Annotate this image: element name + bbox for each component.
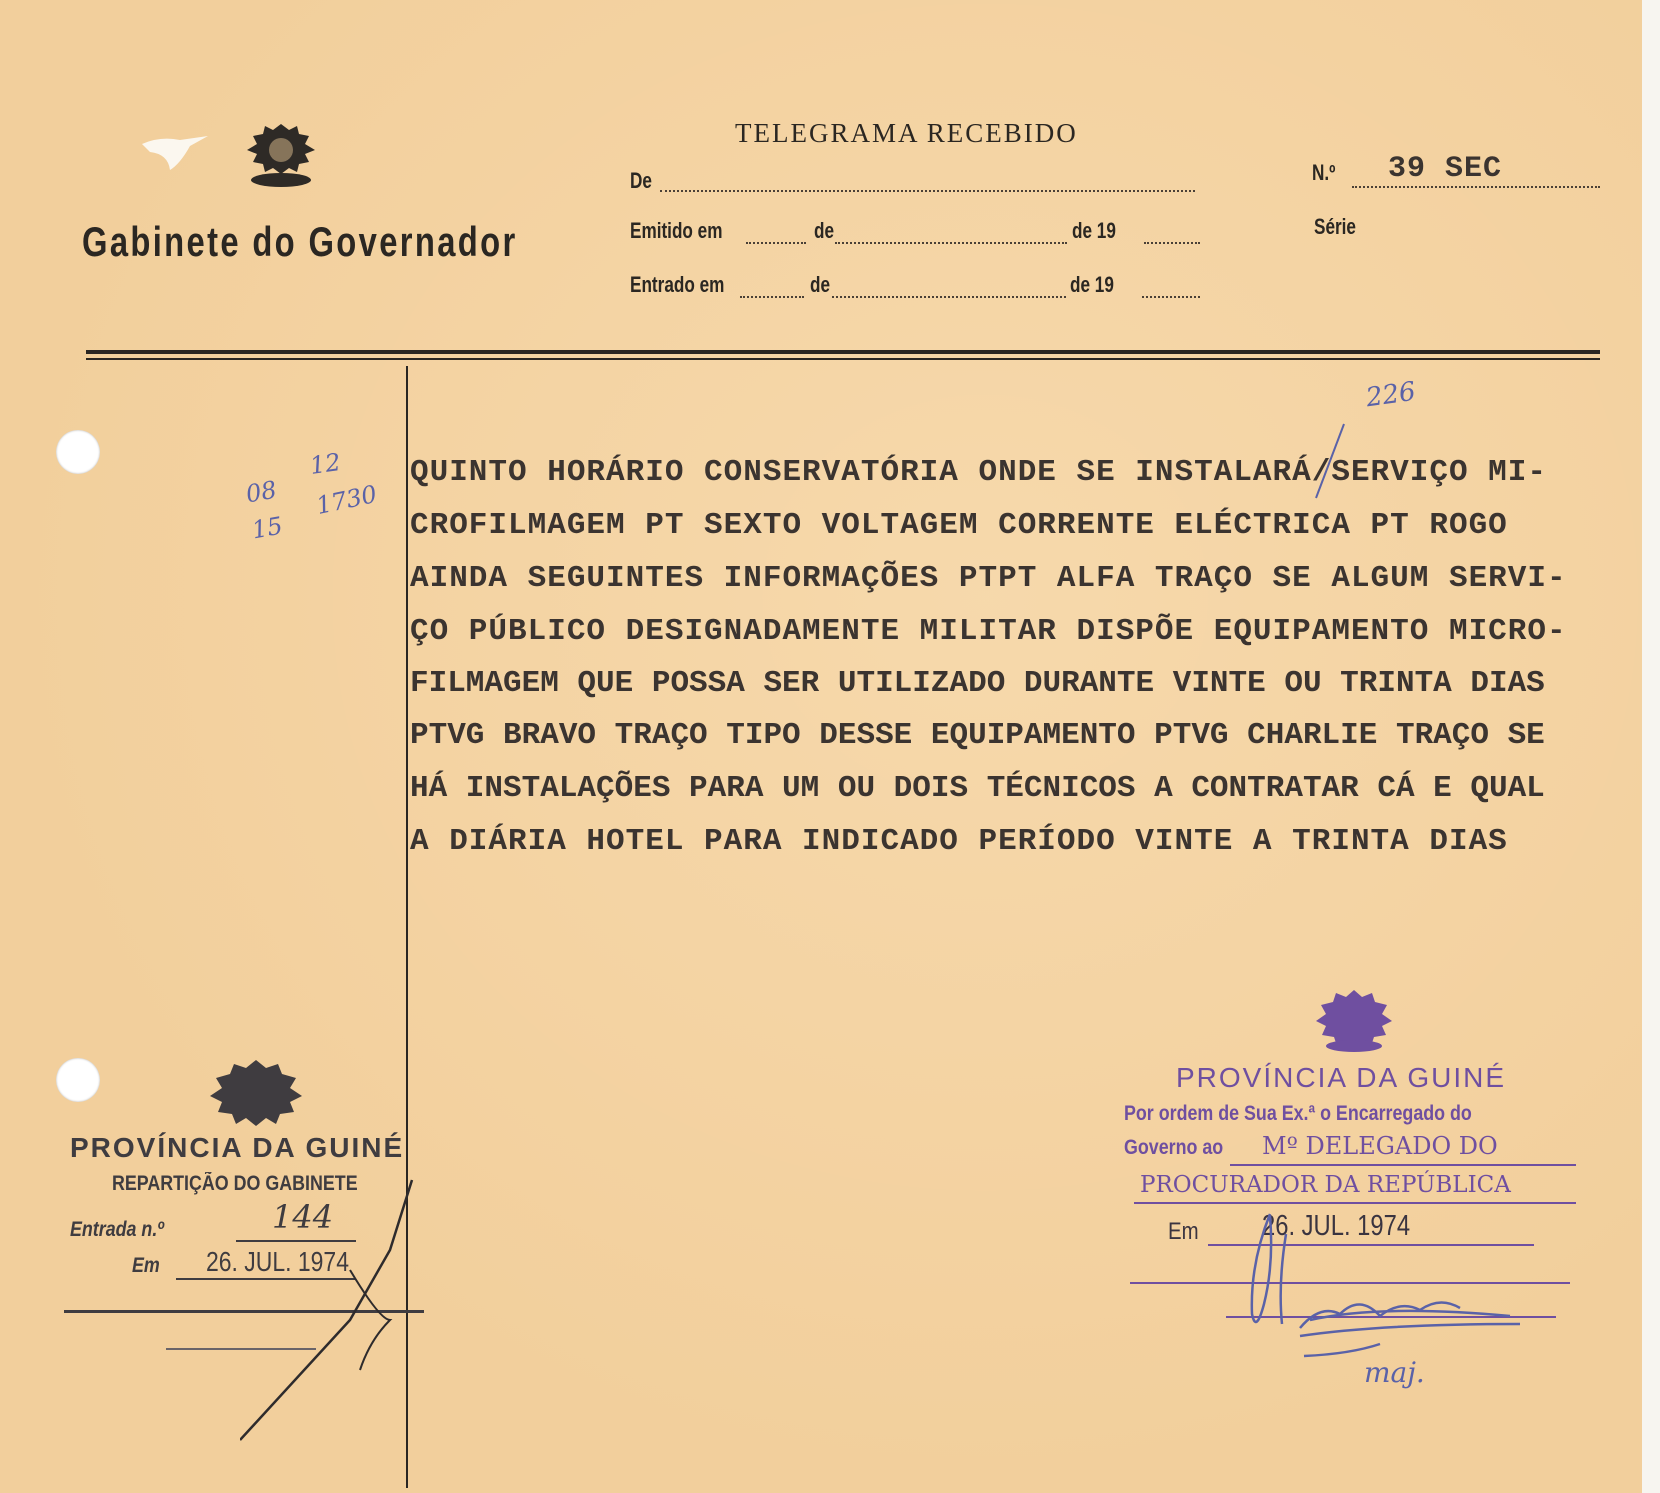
handwritten-time-a: 08 (243, 475, 279, 509)
emitido-label: Emitido em (630, 218, 723, 243)
right-stamp-em-label: Em (1168, 1218, 1199, 1245)
left-stamp-heading: PROVÍNCIA DA GUINÉ (70, 1132, 405, 1163)
right-stamp-line3-value: PROCURADOR DA REPÚBLICA (1140, 1172, 1511, 1198)
emitido-day-field[interactable] (746, 242, 806, 244)
de-field[interactable] (660, 190, 1195, 192)
header-divider-thin (86, 358, 1600, 360)
serie-label: Série (1314, 214, 1356, 239)
entrado-day-field[interactable] (740, 296, 804, 298)
handwritten-time-b: 12 (308, 448, 343, 480)
form-title: TELEGRAMA RECEBIDO (735, 118, 1078, 148)
coat-of-arms-icon (236, 122, 326, 190)
left-stamp-subheading: REPARTIÇÃO DO GABINETE (112, 1172, 358, 1195)
number-value: 39 SEC (1388, 152, 1503, 186)
de-label: De (630, 168, 652, 193)
right-stamp-line2-label: Governo ao (1124, 1136, 1224, 1159)
paper-blemish (140, 134, 210, 172)
entrado-year-label: de 19 (1070, 272, 1114, 297)
signature-note: maj. (1364, 1356, 1425, 1389)
left-stamp-em-label: Em (132, 1254, 160, 1277)
right-stamp-heading: PROVÍNCIA DA GUINÉ (1176, 1062, 1507, 1093)
right-stamp-line2-rule (1230, 1164, 1576, 1166)
emitido-year-label: de 19 (1072, 218, 1116, 243)
body-line: ÇO PÚBLICO DESIGNADAMENTE MILITAR DISPÕE EQUIPAMENTO MICRO- (410, 614, 1567, 649)
signature-scribble (1230, 1204, 1530, 1374)
emitido-month-field[interactable] (835, 242, 1067, 244)
body-line: A DIÁRIA HOTEL PARA INDICADO PERÍODO VINTE A TRINTA DIAS (410, 824, 1508, 859)
body-line: PTVG BRAVO TRAÇO TIPO DESSE EQUIPAMENTO PTVG CHARLIE TRAÇO SE (410, 718, 1545, 753)
left-stamp-date: 26. JUL. 1974 (206, 1246, 349, 1277)
office-title: Gabinete do Governador (82, 218, 518, 265)
number-label: N.º (1312, 160, 1336, 185)
entrado-year-field[interactable] (1142, 296, 1200, 298)
handwritten-time-d: 1730 (313, 479, 380, 521)
body-line: AINDA SEGUINTES INFORMAÇÕES PTPT ALFA TRAÇO SE ALGUM SERVI- (410, 561, 1567, 596)
left-stamp-entrada-value: 144 (272, 1198, 334, 1236)
punch-hole-bottom (56, 1058, 100, 1102)
left-stamp-pen-strokes (240, 1170, 440, 1450)
number-field[interactable] (1352, 186, 1600, 188)
right-stamp-emblem-icon (1310, 988, 1398, 1054)
entrado-label: Entrado em (630, 272, 725, 297)
emitido-de-label: de (814, 218, 835, 243)
right-stamp-line2-value: Mº DELEGADO DO (1262, 1132, 1498, 1160)
body-line: FILMAGEM QUE POSSA SER UTILIZADO DURANTE VINTE OU TRINTA DIAS (410, 666, 1545, 701)
punch-hole-top (56, 430, 100, 474)
right-stamp-date: 26. JUL. 1974 (1262, 1210, 1411, 1242)
emitido-year-field[interactable] (1144, 242, 1200, 244)
body-line: CROFILMAGEM PT SEXTO VOLTAGEM CORRENTE ELÉCTRICA PT ROGO (410, 508, 1508, 543)
left-stamp-entrada-label: Entrada n.º (70, 1218, 164, 1241)
handwritten-margin-number: 226 (1364, 376, 1418, 414)
handwritten-time-c: 15 (249, 511, 285, 545)
body-line: QUINTO HORÁRIO CONSERVATÓRIA ONDE SE INSTALARÁ/SERVIÇO MI- (410, 455, 1547, 490)
left-stamp-emblem-icon (206, 1058, 306, 1132)
entrado-de-label: de (810, 272, 831, 297)
header-divider (86, 350, 1600, 354)
entrado-month-field[interactable] (832, 296, 1066, 298)
body-line: HÁ INSTALAÇÕES PARA UM OU DOIS TÉCNICOS A CONTRATAR CÁ E QUAL (410, 771, 1545, 806)
right-stamp-line1: Por ordem de Sua Ex.ª o Encarregado do (1124, 1102, 1472, 1125)
